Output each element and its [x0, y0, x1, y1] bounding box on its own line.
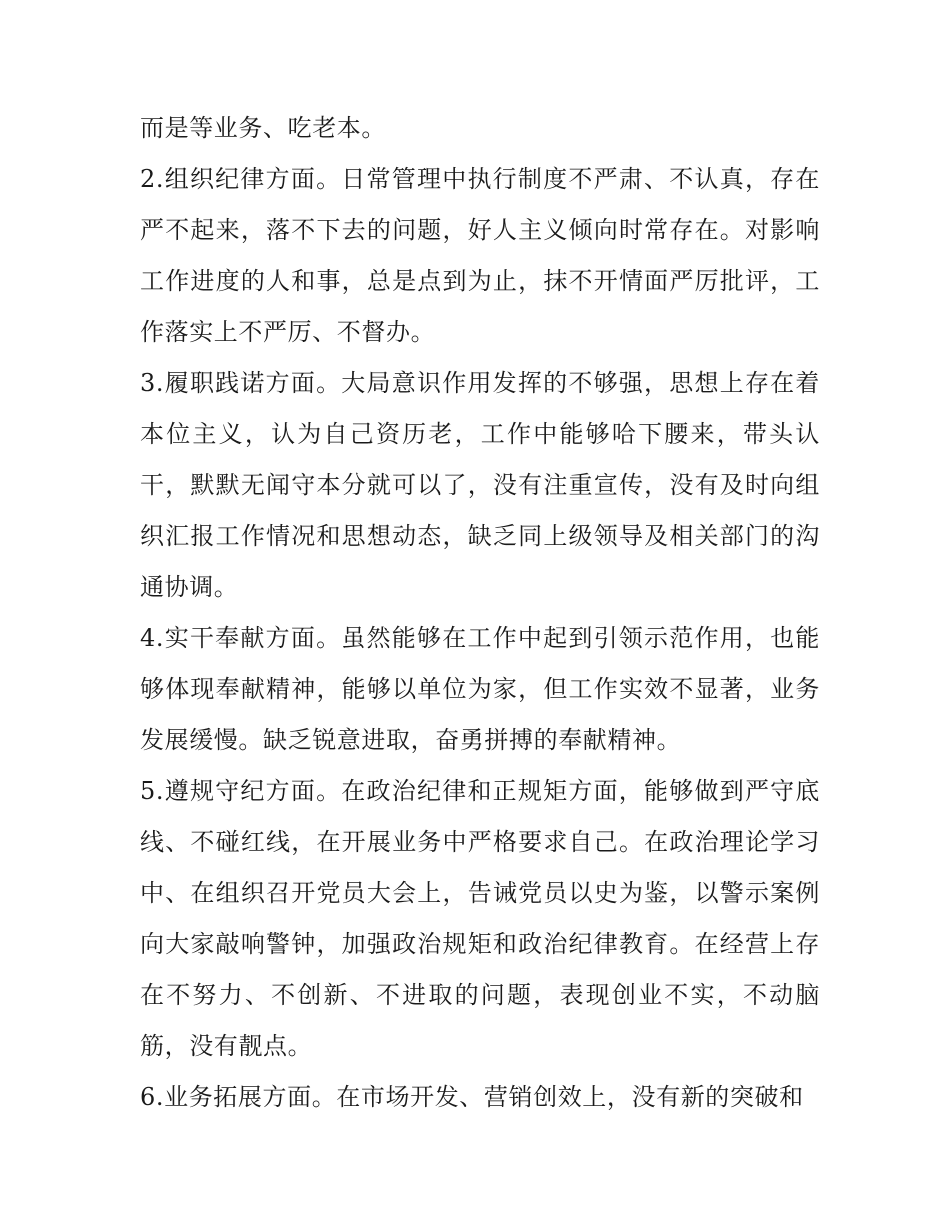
- paragraph-duty-performance: 3.履职践诺方面。大局意识作用发挥的不够强，思想上存在着本位主义，认为自己资历老，工作中能够哈下腰来，带头认干，默默无闻守本分就可以了，没有注重宣传，没有及时向组织汇报工作情况和思想动态，缺乏同上级领导及相关部门的沟通协调。: [140, 369, 820, 601]
- paragraph-business-expansion: 6.业务拓展方面。在市场开发、营销创效上，没有新的突破和: [140, 1083, 804, 1111]
- document-body: [140, 103, 820, 1123]
- paragraph-continuation: 而是等业务、吃老本。: [140, 114, 386, 142]
- paragraph-dedication: 4.实干奉献方面。虽然能够在工作中起到引领示范作用，也能够体现奉献精神，能够以单位为家，但工作实效不显著，业务发展缓慢。缺乏锐意进取，奋勇拼搏的奉献精神。: [140, 624, 820, 754]
- paragraph-rules-discipline: 5.遵规守纪方面。在政治纪律和正规矩方面，能够做到严守底线、不碰红线，在开展业务中严格要求自己。在政治理论学习中、在组织召开党员大会上，告诫党员以史为鉴，以警示案例向大家敲响警钟，加强政治规矩和政治纪律教育。在经营上存在不努力、不创新、不进取的问题，表现创业不实，不动脑筋，没有靓点。: [140, 777, 820, 1060]
- paragraph-organizational-discipline: 2.组织纪律方面。日常管理中执行制度不严肃、不认真，存在严不起来，落不下去的问题，好人主义倾向时常存在。对影响工作进度的人和事，总是点到为止，抹不开情面严厉批评，工作落实上不严厉、不督办。: [140, 165, 820, 346]
